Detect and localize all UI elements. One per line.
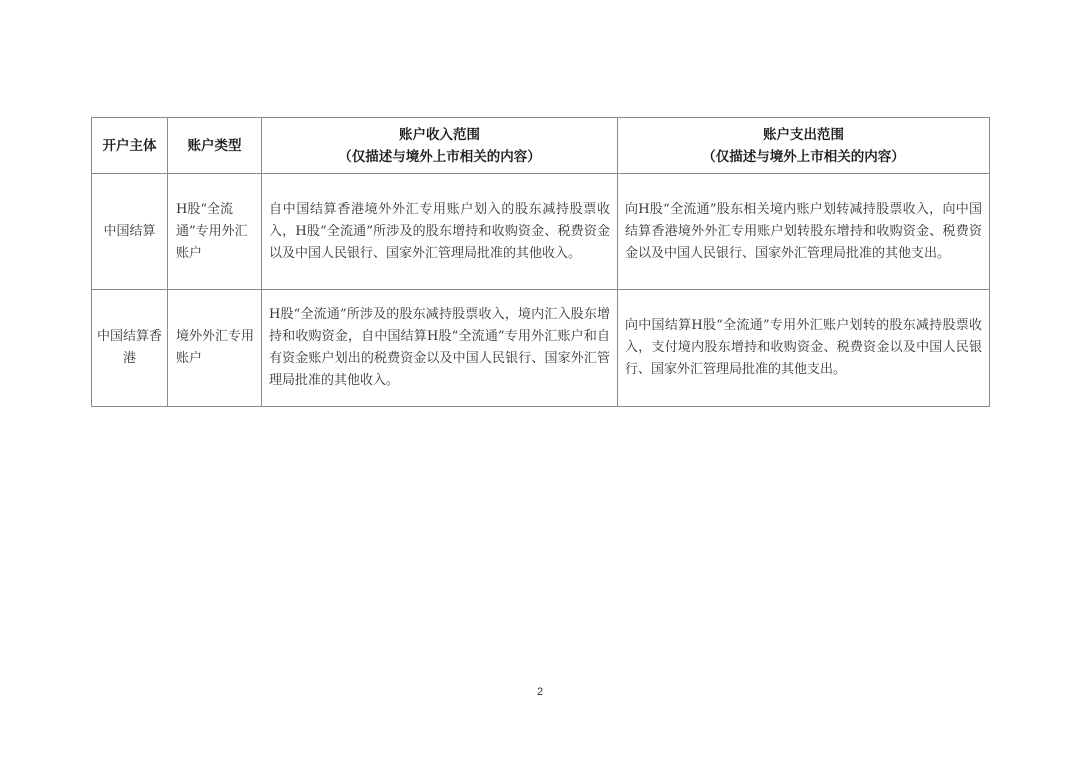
cell-account-holder: 中国结算香港: [92, 290, 168, 407]
cell-account-type: 境外外汇专用账户: [168, 290, 262, 407]
cell-account-type: H股“全流通”专用外汇账户: [168, 174, 262, 290]
cell-account-holder: 中国结算: [92, 174, 168, 290]
header-income-scope: [262, 118, 618, 174]
cell-income-scope: 自中国结算香港境外外汇专用账户划入的股东减持股票收入，H股“全流通”所涉及的股东增持和收购资金、税费资金以及中国人民银行、国家外汇管理局批准的其他收入。: [262, 174, 618, 290]
header-account-holder: [92, 118, 168, 174]
header-expense-scope-title: 账户支出范围: [763, 126, 844, 143]
page-number: 2: [536, 686, 544, 698]
header-expense-scope: [618, 118, 990, 174]
header-account-type-label: 账户类型: [187, 137, 242, 154]
cell-income-scope: H股“全流通”所涉及的股东减持股票收入，境内汇入股东增持和收购资金，自中国结算H股“全流通”专用外汇账户和自有资金账户划出的税费资金以及中国人民银行、国家外汇管理局批准的其他收入。: [262, 290, 618, 407]
table-row: [92, 174, 990, 290]
header-income-scope-title: 账户收入范围: [399, 126, 480, 143]
cell-expense-scope: 向H股“全流通”股东相关境内账户划转减持股票收入，向中国结算香港境外外汇专用账户划转股东增持和收购资金、税费资金以及中国人民银行、国家外汇管理局批准的其他支出。: [618, 174, 990, 290]
header-expense-scope-note: （仅描述与境外上市相关的内容）: [702, 148, 905, 165]
header-income-scope-note: （仅描述与境外上市相关的内容）: [338, 148, 541, 165]
header-account-type: [168, 118, 262, 174]
table-header-row: [92, 118, 990, 174]
account-scope-table: [91, 117, 990, 407]
header-account-holder-label: 开户主体: [102, 137, 157, 154]
table-row: [92, 290, 990, 407]
cell-expense-scope: 向中国结算H股“全流通”专用外汇账户划转的股东减持股票收入，支付境内股东增持和收购资金、税费资金以及中国人民银行、国家外汇管理局批准的其他支出。: [618, 290, 990, 407]
